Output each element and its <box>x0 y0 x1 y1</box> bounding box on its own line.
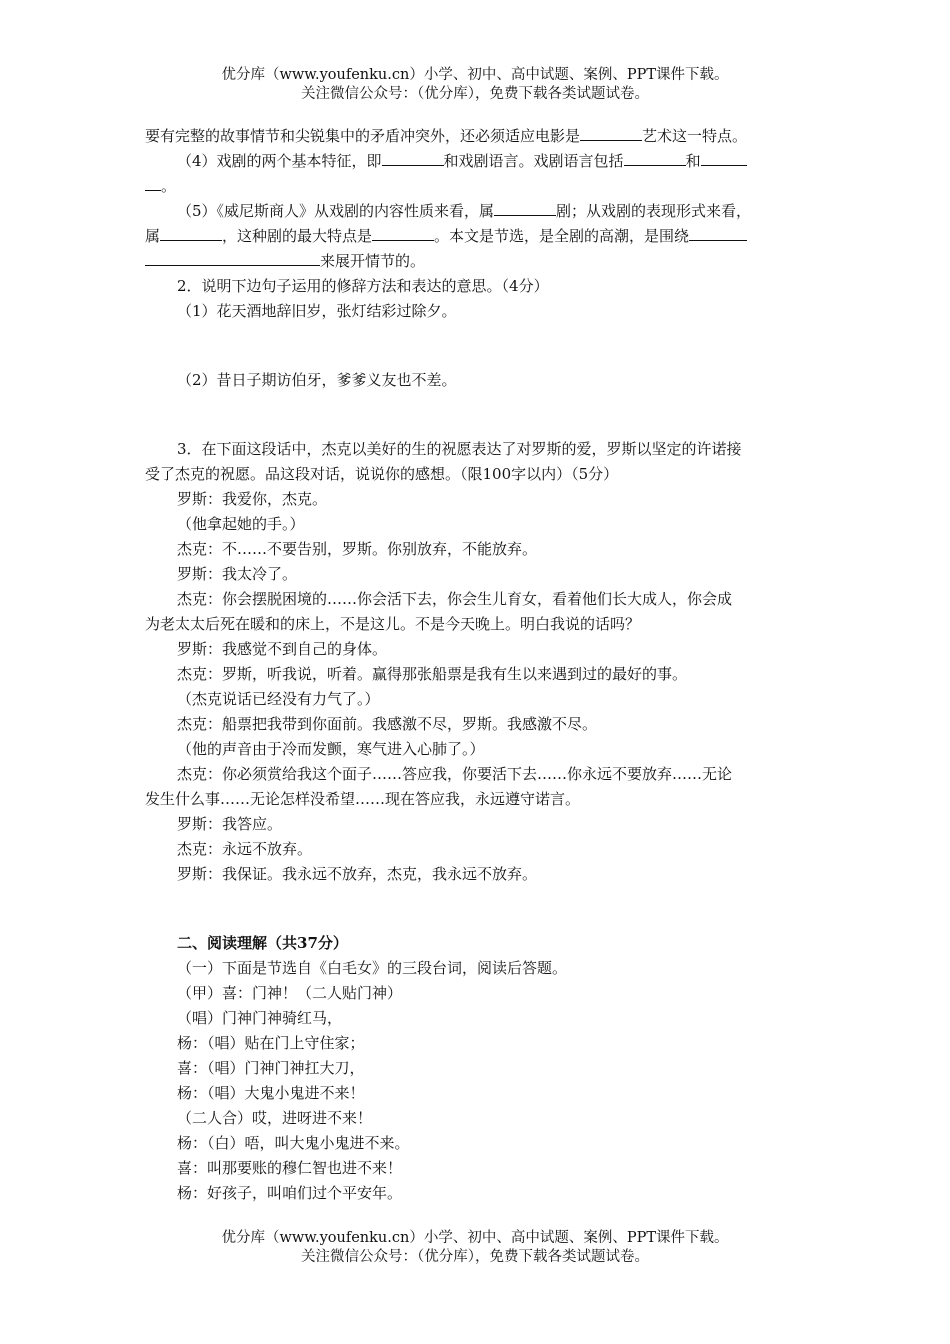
document-body <box>145 124 815 1206</box>
answer-blank[interactable] <box>701 150 747 166</box>
dialogue-line: 罗斯：我爱你，杰克。 <box>177 490 328 508</box>
stage-direction: （他的声音由于冷而发颤，寒气进入心肺了。） <box>177 740 485 758</box>
answer-blank[interactable] <box>145 175 161 191</box>
dialogue-line-cont: 发生什么事……无论怎样没希望……现在答应我，永远遵守诺言。 <box>145 790 581 808</box>
answer-blank[interactable] <box>160 225 222 241</box>
q1-item-5-cont: 属 ，这种剧的最大特点是 。本文是节选，是全剧的高潮，是围绕 <box>145 224 815 249</box>
dialogue-line: 罗斯：我感觉不到自己的身体。 <box>177 640 388 658</box>
dialogue-line: 杰克：永远不放弃。 <box>177 840 313 858</box>
footer-line-1: 优分库（www.youfenku.cn）小学、初中、高中试题、案例、PPT课件下载。 <box>221 1230 729 1246</box>
page-footer <box>0 1229 950 1267</box>
q3-title-line-1: 3．在下面这段话中，杰克以美好的生的祝愿表达了对罗斯的爱，罗斯以坚定的许诺接 <box>177 440 742 458</box>
script-line: （甲）喜：门神！（二人贴门神） <box>177 984 403 1002</box>
answer-blank[interactable] <box>372 225 434 241</box>
dialogue-line: 罗斯：我答应。 <box>177 815 283 833</box>
script-line: 杨：（唱）大鬼小鬼进不来！ <box>177 1084 365 1102</box>
dialogue-line: 罗斯：我保证。我永远不放弃，杰克，我永远不放弃。 <box>177 865 538 883</box>
answer-blank[interactable] <box>382 150 444 166</box>
script-line: 喜：（唱）门神门神扛大刀， <box>177 1059 365 1077</box>
q1-item-5: （5）《威尼斯商人》从戏剧的内容性质来看，属 剧；从戏剧的表现形式来看， <box>177 202 752 220</box>
q2-title: 2．说明下边句子运用的修辞方法和表达的意思。（4分） <box>177 277 549 295</box>
script-line: 喜：叫那要账的穆仁智也进不来！ <box>177 1159 403 1177</box>
dialogue-line: 杰克：罗斯，听我说，听着。赢得那张船票是我有生以来遇到过的最好的事。 <box>177 665 688 683</box>
answer-blank[interactable] <box>494 200 556 216</box>
section-title: 二、阅读理解（共37分） <box>177 934 348 952</box>
answer-space[interactable] <box>145 393 815 437</box>
dialogue-line: 杰克：不……不要告别，罗斯。你别放弃，不能放弃。 <box>177 540 538 558</box>
dialogue-line-cont: 为老太太后死在暖和的床上，不是这儿。不是今天晚上。明白我说的话吗？ <box>145 615 641 633</box>
stage-direction: （杰克说话已经没有力气了。） <box>177 690 380 708</box>
header-line-1: 优分库（www.youfenku.cn）小学、初中、高中试题、案例、PPT课件下载。 <box>221 67 729 83</box>
script-line: 杨：（唱）贴在门上守住家； <box>177 1034 365 1052</box>
stage-direction: （他拿起她的手。） <box>177 515 305 533</box>
q1-item-4: （4）戏剧的两个基本特征，即 和戏剧语言。戏剧语言包括 和 <box>145 149 815 174</box>
answer-blank[interactable] <box>624 150 686 166</box>
answer-space[interactable] <box>145 324 815 368</box>
q2-sentence-1: （1）花天酒地辞旧岁，张灯结彩过除夕。 <box>177 302 457 320</box>
q2-sentence-2: （2）昔日子期访伯牙，爹爹义友也不差。 <box>177 371 457 389</box>
answer-blank[interactable] <box>689 225 747 241</box>
answer-blank[interactable] <box>580 125 642 141</box>
script-line: （二人合）哎，进呀进不来！ <box>177 1109 373 1127</box>
q1-item-5-end: 来展开情节的。 <box>145 249 815 274</box>
answer-space[interactable] <box>145 887 815 931</box>
q3-title-line-2: 受了杰克的祝愿。品这段对话，说说你的感想。（限100字以内）（5分） <box>145 465 619 483</box>
footer-line-2: 关注微信公众号：（优分库），免费下载各类试题试卷。 <box>301 1249 649 1265</box>
header-line-2: 关注微信公众号：（优分库），免费下载各类试题试卷。 <box>301 86 649 102</box>
q1-item-4-cont: 。 <box>145 174 815 199</box>
section-intro: （一）下面是节选自《白毛女》的三段台词，阅读后答题。 <box>177 959 568 977</box>
script-line: 杨：（白）唔，叫大鬼小鬼进不来。 <box>177 1134 410 1152</box>
dialogue-line: 杰克：你会摆脱困境的……你会活下去，你会生儿育女，看着他们长大成人，你会成 <box>177 590 733 608</box>
dialogue-line: 杰克：你必须赏给我这个面子……答应我，你要活下去……你永远不要放弃……无论 <box>177 765 733 783</box>
page-header <box>0 66 950 104</box>
script-line: 杨：好孩子，叫咱们过个平安年。 <box>177 1184 403 1202</box>
answer-blank[interactable] <box>145 250 320 266</box>
dialogue-line: 杰克：船票把我带到你面前。我感激不尽，罗斯。我感激不尽。 <box>177 715 598 733</box>
q1-line-0: 要有完整的故事情节和尖锐集中的矛盾冲突外，还必须适应电影是 艺术这一特点。 <box>145 127 748 145</box>
script-line: （唱）门神门神骑红马， <box>177 1009 343 1027</box>
dialogue-line: 罗斯：我太冷了。 <box>177 565 298 583</box>
